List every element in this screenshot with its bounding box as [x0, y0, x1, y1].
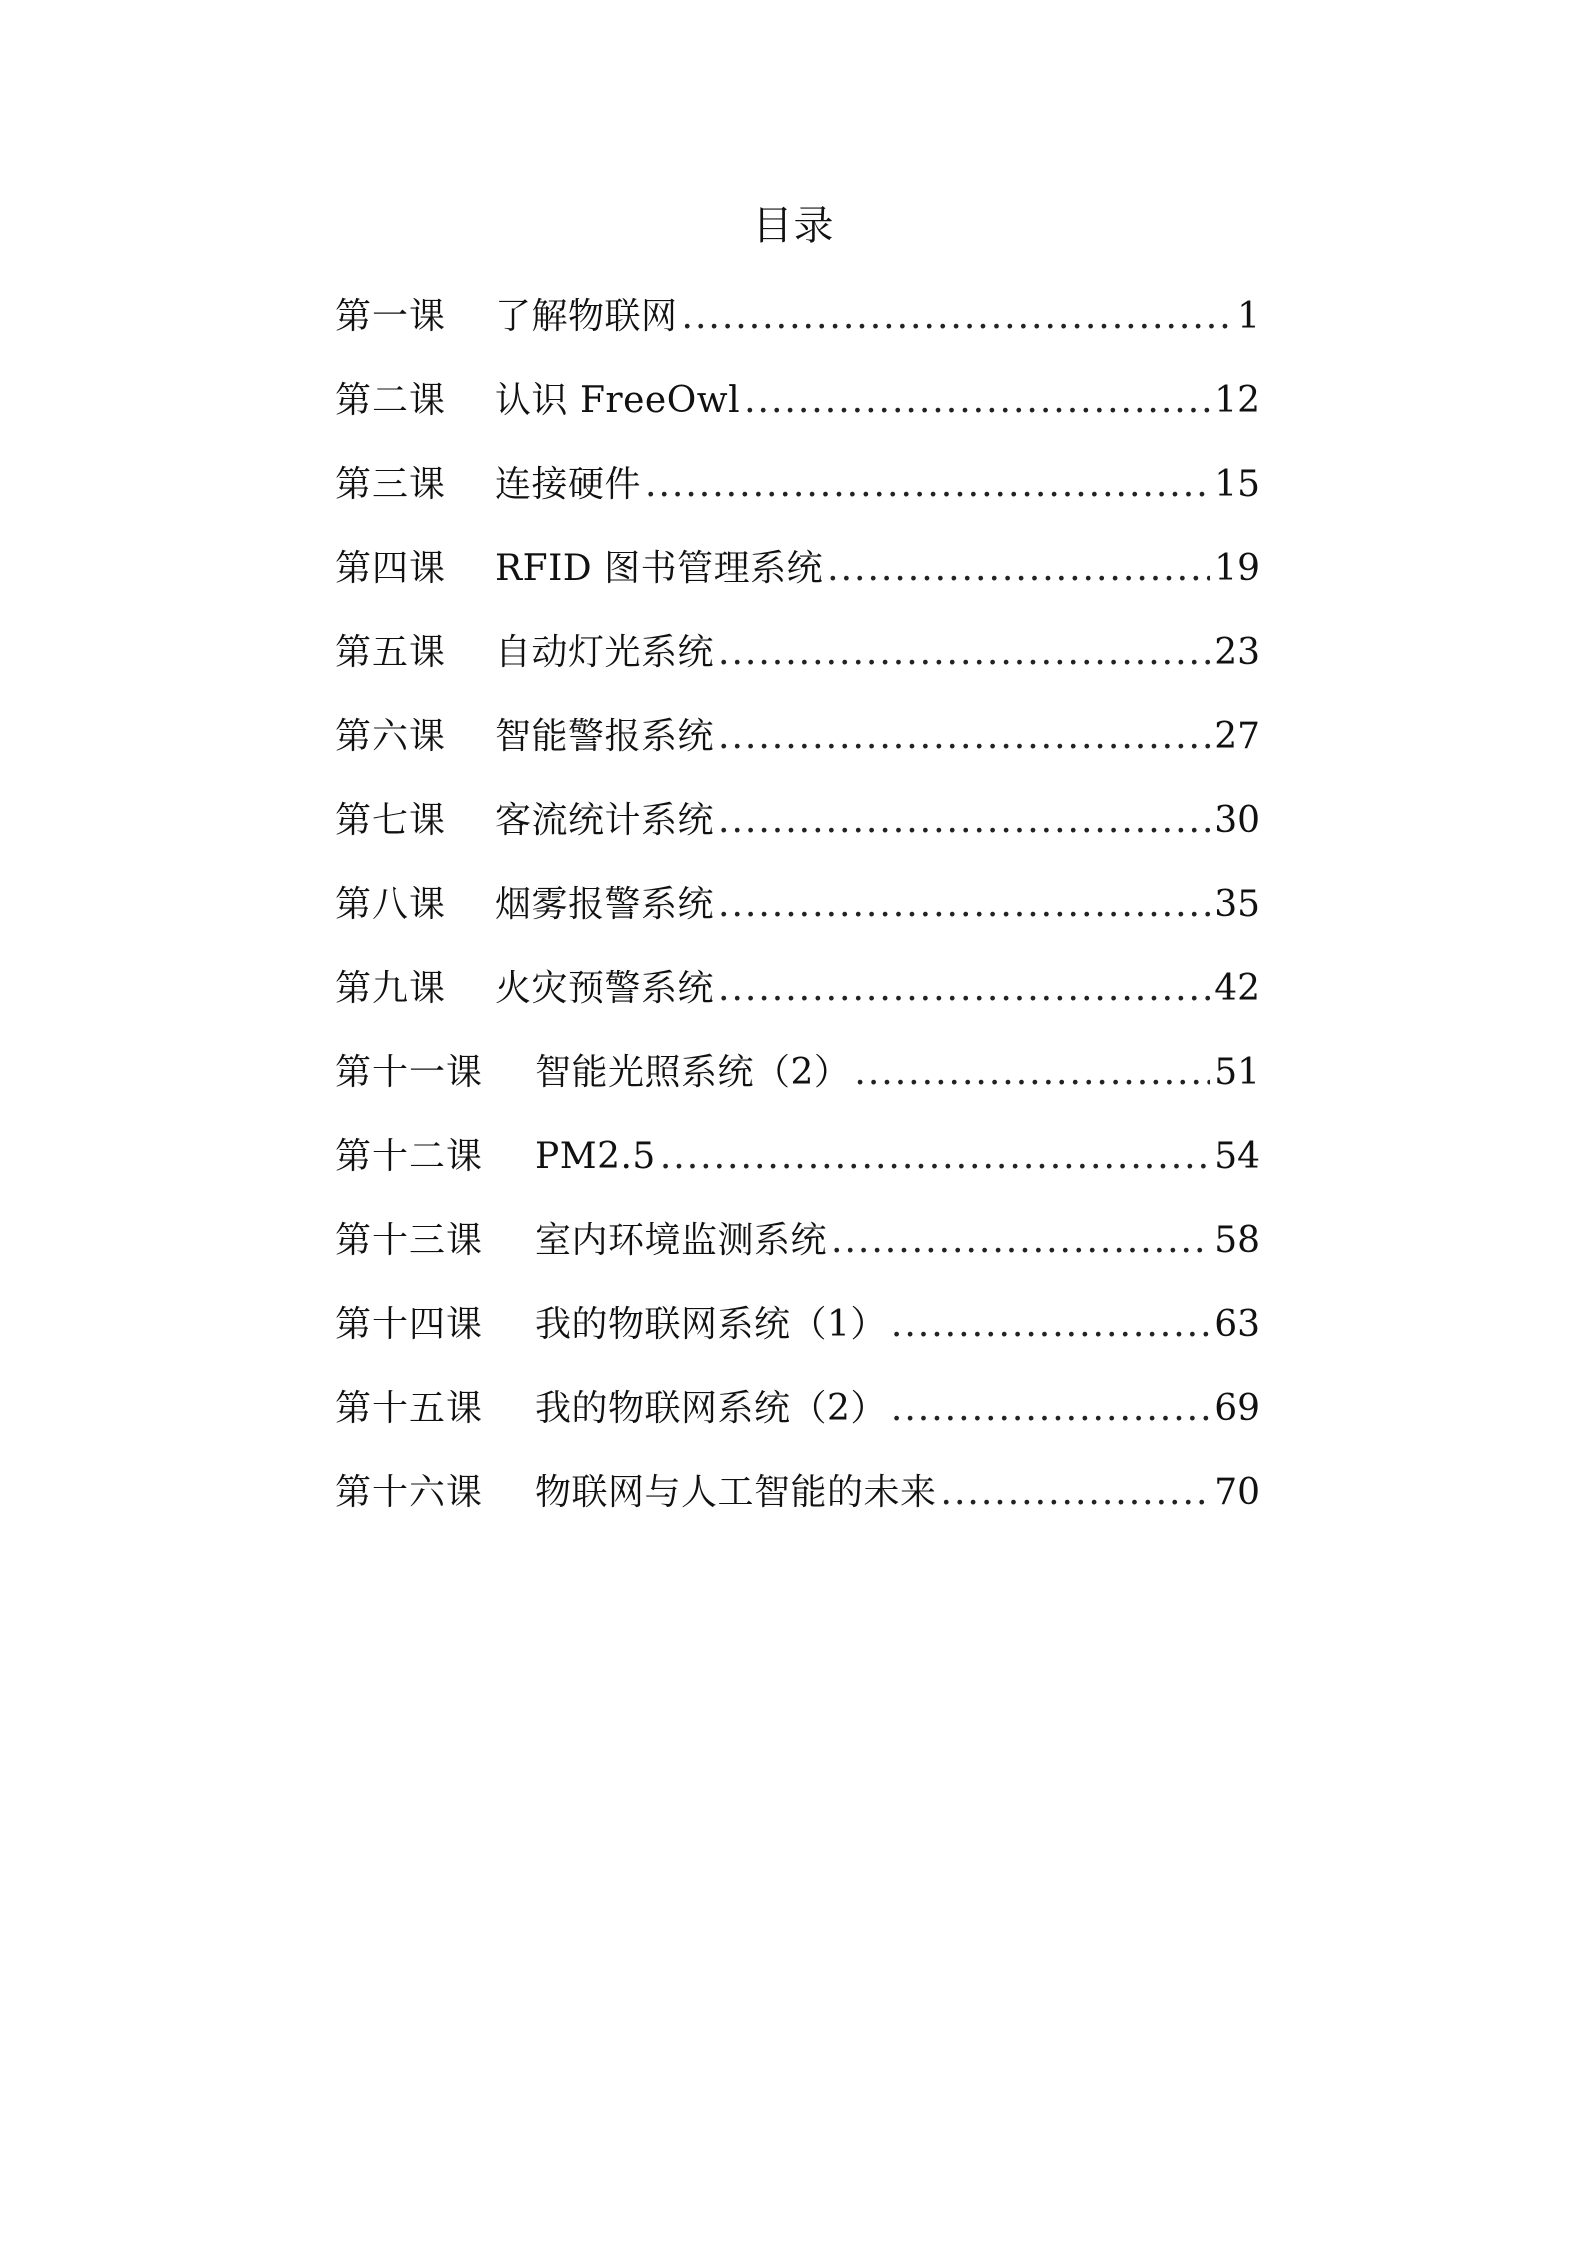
lesson-topic: 认识 FreeOwl	[495, 380, 741, 421]
dot-leader	[660, 1133, 1210, 1181]
dot-leader	[891, 1301, 1210, 1349]
dot-leader	[744, 377, 1210, 425]
lesson-label: 第七课	[335, 800, 447, 841]
lesson-topic: 了解物联网	[495, 296, 678, 337]
dot-leader	[854, 1049, 1210, 1097]
dot-leader	[831, 1217, 1210, 1265]
dot-leader	[718, 965, 1210, 1013]
dot-leader	[645, 461, 1210, 509]
lesson-topic: 客流统计系统	[495, 800, 715, 841]
page-number: 15	[1214, 464, 1260, 505]
toc-entry-lesson-1[interactable]	[335, 293, 1260, 377]
toc-title: 目录	[752, 203, 835, 249]
lesson-topic: 我的物联网系统（1）	[535, 1304, 887, 1345]
page-number: 54	[1214, 1136, 1260, 1177]
toc-entry-lesson-5[interactable]	[335, 629, 1260, 713]
lesson-label: 第二课	[335, 380, 447, 421]
dot-leader	[718, 713, 1210, 761]
lesson-topic: 火灾预警系统	[495, 968, 715, 1009]
toc-entry-lesson-13[interactable]	[335, 1217, 1260, 1301]
lesson-topic: 物联网与人工智能的未来	[535, 1472, 937, 1513]
dot-leader	[718, 881, 1210, 929]
page-number: 30	[1214, 800, 1260, 841]
toc-entry-lesson-9[interactable]	[335, 965, 1260, 1049]
toc-entry-lesson-8[interactable]	[335, 881, 1260, 965]
toc-entry-lesson-15[interactable]	[335, 1385, 1260, 1469]
toc-entry-lesson-4[interactable]	[335, 545, 1260, 629]
page-number: 35	[1214, 884, 1260, 925]
lesson-label: 第四课	[335, 548, 447, 589]
toc-entry-lesson-16[interactable]	[335, 1469, 1260, 1553]
lesson-topic: 我的物联网系统（2）	[535, 1388, 887, 1429]
toc-entry-lesson-14[interactable]	[335, 1301, 1260, 1385]
lesson-label: 第八课	[335, 884, 447, 925]
lesson-label: 第九课	[335, 968, 447, 1009]
dot-leader	[827, 545, 1210, 593]
page-number: 70	[1214, 1472, 1260, 1513]
lesson-topic: 室内环境监测系统	[535, 1220, 828, 1261]
lesson-topic: 智能光照系统（2）	[535, 1052, 851, 1093]
dot-leader	[891, 1385, 1210, 1433]
lesson-label: 第十三课	[335, 1220, 484, 1261]
page-number: 63	[1214, 1304, 1260, 1345]
dot-leader	[941, 1469, 1211, 1517]
page-number: 27	[1214, 716, 1260, 757]
lesson-label: 第五课	[335, 632, 447, 673]
page-number: 19	[1214, 548, 1260, 589]
lesson-label: 第十二课	[335, 1136, 484, 1177]
toc-entry-lesson-12[interactable]	[335, 1133, 1260, 1217]
dot-leader	[682, 293, 1234, 341]
page-number: 12	[1214, 380, 1260, 421]
page-number: 42	[1214, 968, 1260, 1009]
lesson-label: 第十六课	[335, 1472, 484, 1513]
dot-leader	[718, 629, 1210, 677]
toc-entry-lesson-7[interactable]	[335, 797, 1260, 881]
toc-entry-lesson-6[interactable]	[335, 713, 1260, 797]
lesson-label: 第三课	[335, 464, 447, 505]
lesson-label: 第六课	[335, 716, 447, 757]
page-number: 23	[1214, 632, 1260, 673]
lesson-topic: 烟雾报警系统	[495, 884, 715, 925]
lesson-label: 第十五课	[335, 1388, 484, 1429]
lesson-topic: 连接硬件	[495, 464, 642, 505]
toc-entry-lesson-3[interactable]	[335, 461, 1260, 545]
page-number: 58	[1214, 1220, 1260, 1261]
page-number: 69	[1214, 1388, 1260, 1429]
dot-leader	[718, 797, 1210, 845]
toc-entry-lesson-11[interactable]	[335, 1049, 1260, 1133]
page-number: 51	[1214, 1052, 1260, 1093]
lesson-label: 第一课	[335, 296, 447, 337]
lesson-topic: RFID 图书管理系统	[495, 548, 824, 589]
toc-entry-lesson-2[interactable]	[335, 377, 1260, 461]
lesson-label: 第十一课	[335, 1052, 484, 1093]
lesson-topic: 智能警报系统	[495, 716, 715, 757]
lesson-topic: 自动灯光系统	[495, 632, 715, 673]
lesson-label: 第十四课	[335, 1304, 484, 1345]
lesson-topic: PM2.5	[535, 1136, 656, 1177]
page-number: 1	[1237, 296, 1260, 337]
table-of-contents	[335, 293, 1260, 1553]
